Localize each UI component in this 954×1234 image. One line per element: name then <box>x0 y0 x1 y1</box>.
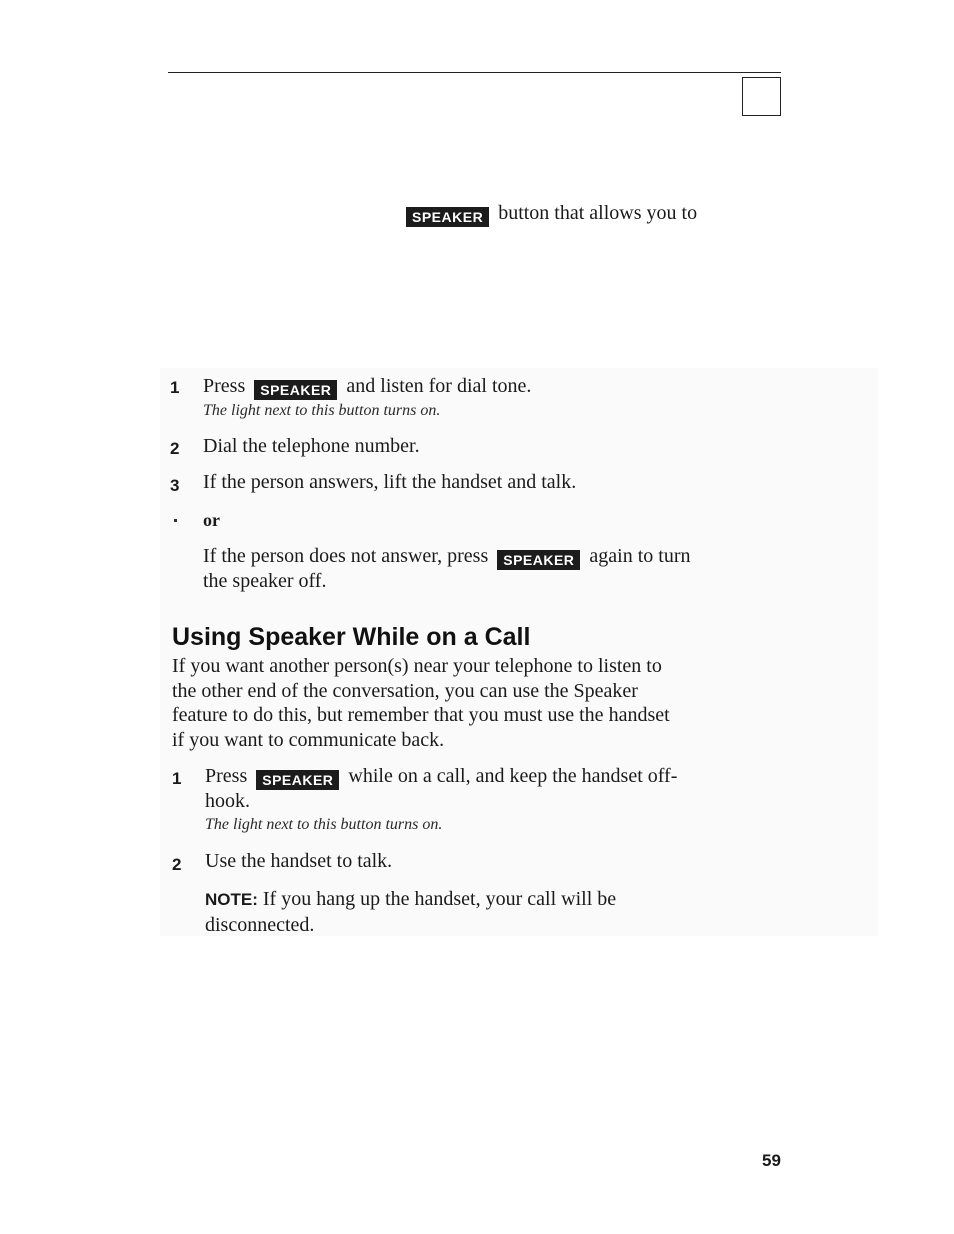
step-text: Use the handset to talk. <box>205 850 393 872</box>
speaker-key-badge: SPEAKER <box>254 380 337 400</box>
step-note: The light next to this button turns on. <box>203 402 441 419</box>
step-note: The light next to this button turns on. <box>205 816 443 833</box>
speaker-key-badge: SPEAKER <box>256 770 339 790</box>
intro-line: if you want to communicate back. <box>172 729 445 751</box>
step-prefix: Press <box>203 375 246 397</box>
alt-step-line2: the speaker off. <box>203 570 327 592</box>
step-number: 3 <box>170 476 180 495</box>
step-number: 1 <box>170 378 180 397</box>
or-bullet <box>174 519 177 522</box>
alt-step-suffix: again to turn <box>589 545 691 567</box>
top-fragment <box>402 201 697 227</box>
step-text <box>205 764 677 790</box>
step-text <box>203 374 531 400</box>
note-label: NOTE: <box>205 890 258 909</box>
alt-step-line1 <box>203 544 691 570</box>
corner-box <box>742 77 781 116</box>
intro-line: feature to do this, but remember that you must use the handset <box>172 704 670 726</box>
step-suffix: while on a call, and keep the handset off- <box>348 765 678 787</box>
header-rule <box>168 72 781 73</box>
intro-line: If you want another person(s) near your telephone to listen to <box>172 655 662 677</box>
top-fragment-text: button that allows you to <box>498 202 698 224</box>
intro-line: the other end of the conversation, you can use the Speaker <box>172 680 638 702</box>
note-line1 <box>205 887 616 912</box>
note-line2: disconnected. <box>205 914 315 936</box>
step-text: Dial the telephone number. <box>203 435 420 457</box>
alt-step-prefix: If the person does not answer, press <box>203 545 489 567</box>
or-label: or <box>203 510 220 530</box>
step-number: 2 <box>172 855 182 874</box>
step-suffix: and listen for dial tone. <box>346 375 532 397</box>
step-prefix: Press <box>205 765 248 787</box>
section-heading: Using Speaker While on a Call <box>172 623 531 651</box>
speaker-key-badge: SPEAKER <box>497 550 580 570</box>
note-text: If you hang up the handset, your call will be <box>262 888 617 910</box>
step-number: 2 <box>170 439 180 458</box>
speaker-key-badge: SPEAKER <box>406 207 489 227</box>
step-number: 1 <box>172 769 182 788</box>
step-text: If the person answers, lift the handset and talk. <box>203 471 577 493</box>
page-number: 59 <box>762 1151 781 1170</box>
step-text-line2: hook. <box>205 790 250 812</box>
